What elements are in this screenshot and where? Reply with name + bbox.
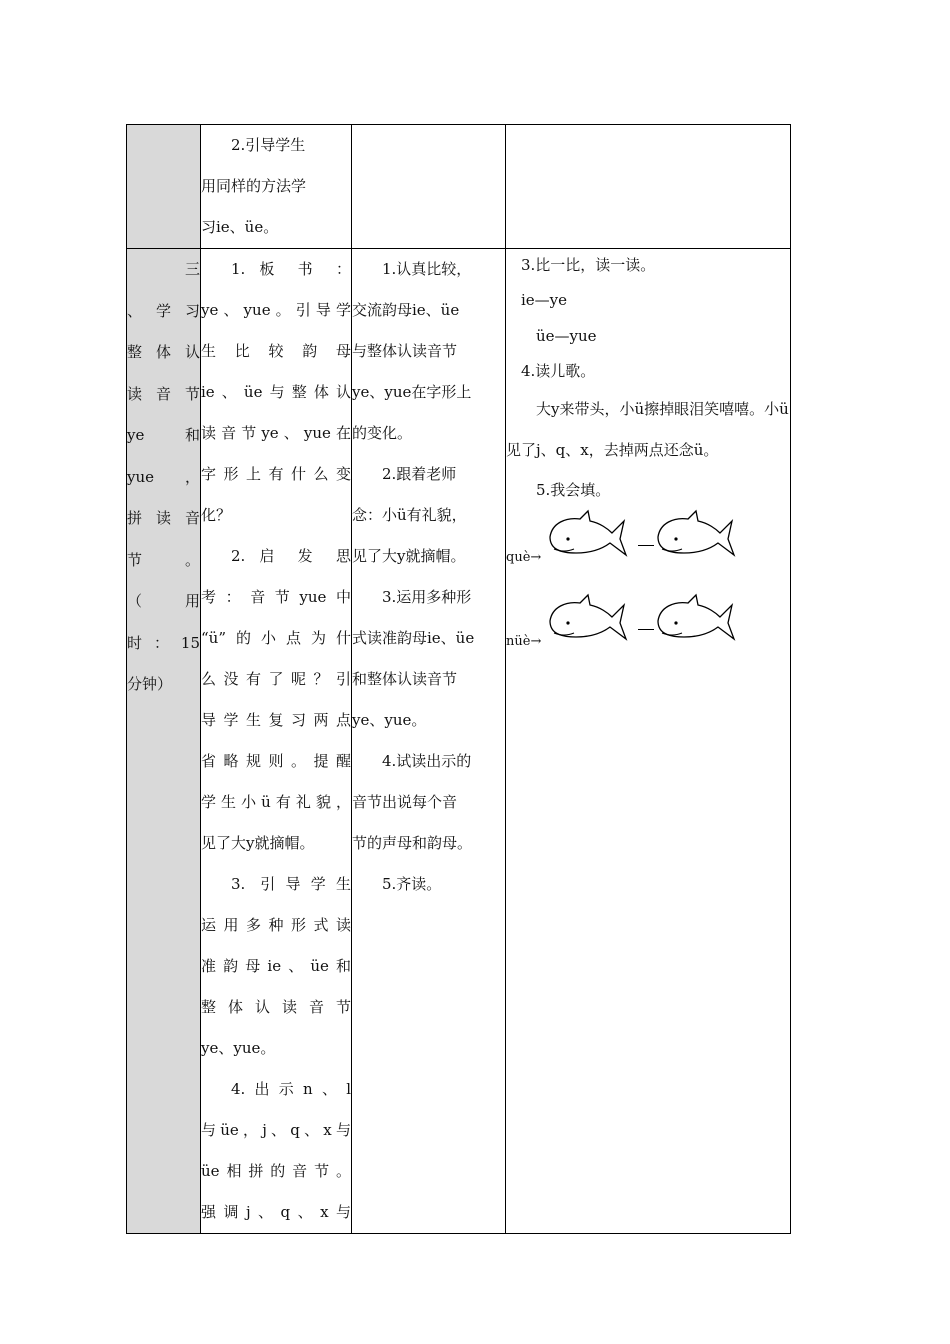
stage-text — [127, 249, 200, 706]
text-line: 、学习 — [127, 301, 200, 320]
fish-icon[interactable] — [546, 593, 628, 645]
exercise-item-4: 4.读儿歌。 — [521, 362, 596, 380]
pinyin-label: què→ — [506, 550, 542, 565]
text-line: 运用多种形式读 — [201, 916, 351, 934]
compare-pair-1: ie—ye — [521, 291, 568, 309]
text-line: 念：小ü有礼貌， — [352, 506, 467, 524]
text-line: 强调j、q、x与 — [201, 1203, 351, 1221]
text-line: 节 。 — [127, 550, 200, 569]
text-line: 1. 板 书 ： — [231, 260, 351, 278]
lesson-plan-table — [126, 124, 791, 1234]
text-line: 节的声母和韵母。 — [352, 834, 473, 852]
text-line: 么没有了呢？引 — [201, 670, 351, 688]
text-line: 生 比 较 韵 母 — [201, 342, 351, 360]
teacher-activity-text — [201, 125, 351, 248]
text-line: 分钟） — [127, 675, 173, 693]
text-line: 学生小ü有礼貌， — [201, 793, 351, 811]
text-line: yue ， — [127, 467, 200, 486]
fish-icon[interactable] — [654, 593, 736, 645]
text-line: 拼读音 — [127, 509, 200, 527]
text-line: 时：15 — [127, 633, 200, 652]
exercise-cell — [506, 125, 791, 249]
nursery-rhyme: 大y来带头，小ü擦掉眼泪笑嘻嘻。小ü见了j、q、x，去掉两点还念ü。 — [506, 400, 789, 459]
text-line: ye 和 — [127, 426, 200, 444]
text-line: 交流韵母ie、üe — [352, 301, 460, 319]
text-line: 2. 启 发 思 — [231, 547, 351, 565]
dash-separator — [638, 545, 654, 546]
text-line: üe相拼的音节。 — [201, 1162, 351, 1180]
text-line: 5.齐读。 — [382, 875, 442, 893]
exercise-cell — [506, 249, 791, 1234]
text-line: 与üe，j、q、x与 — [201, 1121, 351, 1139]
text-line: 读音节ye、yue在 — [201, 424, 351, 442]
text-line: 字形上有什么变 — [201, 465, 351, 483]
dash-separator — [638, 629, 654, 630]
text-line: ye、yue。引导学 — [201, 301, 351, 319]
stage-cell — [127, 125, 201, 249]
student-activity-cell — [352, 249, 506, 1234]
fish-icon[interactable] — [654, 509, 736, 561]
text-line: 式读准韵母ie、üe — [352, 629, 475, 647]
text-line: 1.认真比较， — [382, 260, 472, 278]
text-line: ye、yue在字形上 — [352, 383, 472, 401]
exercise-text — [506, 249, 790, 677]
text-line: 习ie、üe。 — [201, 218, 279, 236]
text-line: 2.引导学生 — [231, 136, 306, 154]
exercise-item-3: 3.比一比，读一读。 — [521, 256, 656, 274]
stage-cell — [127, 249, 201, 1234]
text-line: 的变化。 — [352, 424, 413, 442]
text-line: 用同样的方法学 — [201, 177, 307, 195]
text-line: 整 体 认 读 音 节 — [201, 998, 351, 1016]
student-activity-cell — [352, 125, 506, 249]
exercise-item-5: 5.我会填。 — [536, 481, 611, 499]
text-line: 3. 引导学生 — [231, 875, 351, 893]
text-line: 3.运用多种形 — [382, 588, 472, 606]
text-line: 省略规则。提醒 — [201, 752, 351, 770]
text-line: 4.出示n、l — [231, 1080, 351, 1098]
text-line: 整体认 — [127, 343, 200, 361]
text-line: ie、üe与整体认 — [201, 383, 351, 401]
fill-in-row-nue — [506, 593, 790, 677]
fill-in-row-que — [506, 509, 790, 593]
teacher-activity-cell — [201, 125, 352, 249]
text-line: 化？ — [201, 506, 232, 524]
student-activity-text — [352, 249, 505, 905]
text-line: （ 用 — [127, 592, 200, 610]
text-line: 2.跟着老师 — [382, 465, 457, 483]
table-row — [127, 249, 791, 1234]
text-line: 三 — [184, 260, 200, 278]
text-line: 导学生复习两点 — [201, 711, 351, 729]
text-line: ye、yue。 — [201, 1039, 276, 1057]
text-line: 音节出说每个音 — [352, 793, 458, 811]
text-line: 4.试读出示的 — [382, 752, 472, 770]
text-line: 和整体认读音节 — [352, 670, 458, 688]
text-line: 见了大y就摘帽。 — [352, 547, 466, 565]
teacher-activity-text — [201, 249, 351, 1233]
text-line: 见了大y就摘帽。 — [201, 834, 315, 852]
text-line: 考：音节yue中 — [201, 588, 351, 606]
teacher-activity-cell — [201, 249, 352, 1234]
text-line: 准韵母ie、üe和 — [201, 957, 351, 975]
text-line: 与整体认读音节 — [352, 342, 458, 360]
text-line: 读音节 — [127, 384, 200, 403]
text-line: ye、yue。 — [352, 711, 427, 729]
text-line: “ü”的小点为什 — [201, 629, 351, 647]
table-row — [127, 125, 791, 249]
compare-pair-2: üe—yue — [536, 327, 597, 345]
pinyin-label: nüè→ — [506, 634, 542, 649]
fish-icon[interactable] — [546, 509, 628, 561]
